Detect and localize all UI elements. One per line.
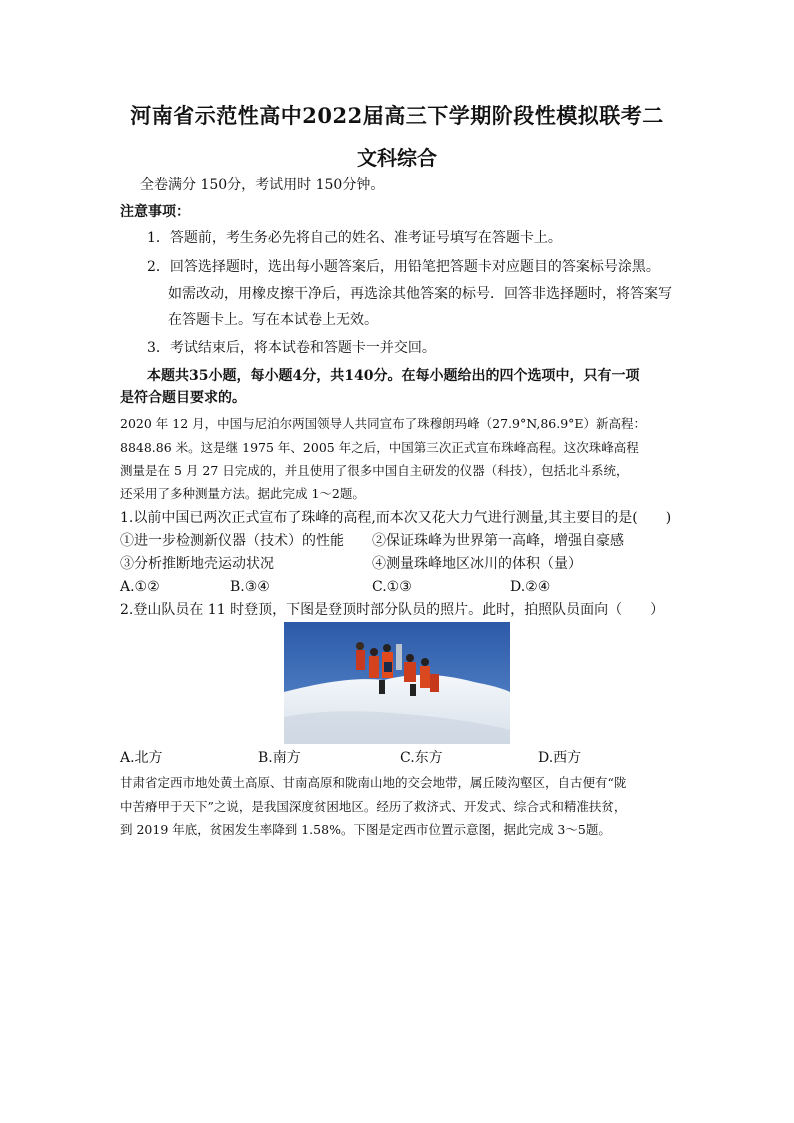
question-1-stem: 1.以前中国已两次正式宣布了珠峰的高程,而本次又花大力气进行测量,其主要目的是( ) bbox=[120, 510, 672, 526]
note-item: 2．回答选择题时，选出每小题答案后，用铅笔把答题卡对应题目的答案标号涂黑。 bbox=[147, 259, 660, 275]
question-2-option-d: D.西方 bbox=[538, 750, 582, 766]
page-subtitle: 文科综合 bbox=[357, 146, 437, 170]
question-1-statement: ③分析推断地壳运动状况 bbox=[120, 556, 274, 572]
question-1-option-a: A.①② bbox=[120, 579, 160, 595]
passage-line: 2020 年 12 月，中国与尼泊尔两国领导人共同宣布了珠穆朗玛峰（27.9°N,86.9°E）新高程： bbox=[120, 416, 647, 431]
page-title: 河南省示范性高中2022届高三下学期阶段性模拟联考二 bbox=[130, 103, 664, 128]
note-item: 1．答题前，考生务必先将自己的姓名、准考证号填写在答题卡上。 bbox=[147, 230, 562, 246]
question-2-option-a: A.北方 bbox=[120, 750, 163, 766]
passage-line: 甘肃省定西市地处黄土高原、甘南高原和陇南山地的交会地带，属丘陵沟壑区，自古便有“陇 bbox=[120, 775, 627, 790]
question-2-stem: 2.登山队员在 11 时登顶，下图是登顶时部分队员的照片。此时，拍照队员面向（ ） bbox=[120, 602, 665, 618]
passage-line: 到 2019 年底，贫困发生率降到 1.58%。下图是定西市位置示意图，据此完成 3～5题。 bbox=[120, 822, 611, 837]
note-item: 在答题卡上。写在本试卷上无效。 bbox=[168, 312, 378, 328]
passage-line: 还采用了多种测量方法。据此完成 1～2题。 bbox=[120, 486, 365, 501]
passage-line: 8848.86 米。这是继 1975 年、2005 年之后，中国第三次正式宣布珠峰高程。这次珠峰高程 bbox=[120, 440, 639, 455]
question-1-option-b: B.③④ bbox=[230, 579, 270, 595]
question-1-option-d: D.②④ bbox=[510, 579, 551, 595]
question-1-option-c: C.①③ bbox=[372, 579, 412, 595]
question-2-option-b: B.南方 bbox=[258, 750, 301, 766]
passage-line: 测量是在 5 月 27 日完成的，并且使用了很多中国自主研发的仪器（科技），包括北斗系统， bbox=[120, 463, 629, 478]
question-2-option-c: C.东方 bbox=[400, 750, 443, 766]
exam-intro: 全卷满分 150分，考试用时 150分钟。 bbox=[140, 177, 385, 193]
note-item: 3．考试结束后，将本试卷和答题卡一并交回。 bbox=[147, 340, 436, 356]
question-1-statement: ④测量珠峰地区冰川的体积（量） bbox=[372, 556, 582, 572]
section-instruction: 是符合题目要求的。 bbox=[120, 390, 246, 406]
notes-heading: 注意事项： bbox=[120, 204, 190, 220]
section-instruction: 本题共35小题，每小题4分，共140分。在每小题给出的四个选项中，只有一项 bbox=[147, 368, 640, 384]
question-1-statement: ②保证珠峰为世界第一高峰，增强自豪感 bbox=[372, 533, 624, 549]
passage-line: 中苦瘠甲于天下”之说，是我国深度贫困地区。经历了救济式、开发式、综合式和精准扶贫， bbox=[120, 799, 627, 814]
note-item: 如需改动，用橡皮擦干净后，再选涂其他答案的标号．回答非选择题时，将答案写 bbox=[168, 286, 672, 302]
question-1-statement: ①进一步检测新仪器（技术）的性能 bbox=[120, 533, 344, 549]
summit-photo bbox=[284, 622, 510, 744]
